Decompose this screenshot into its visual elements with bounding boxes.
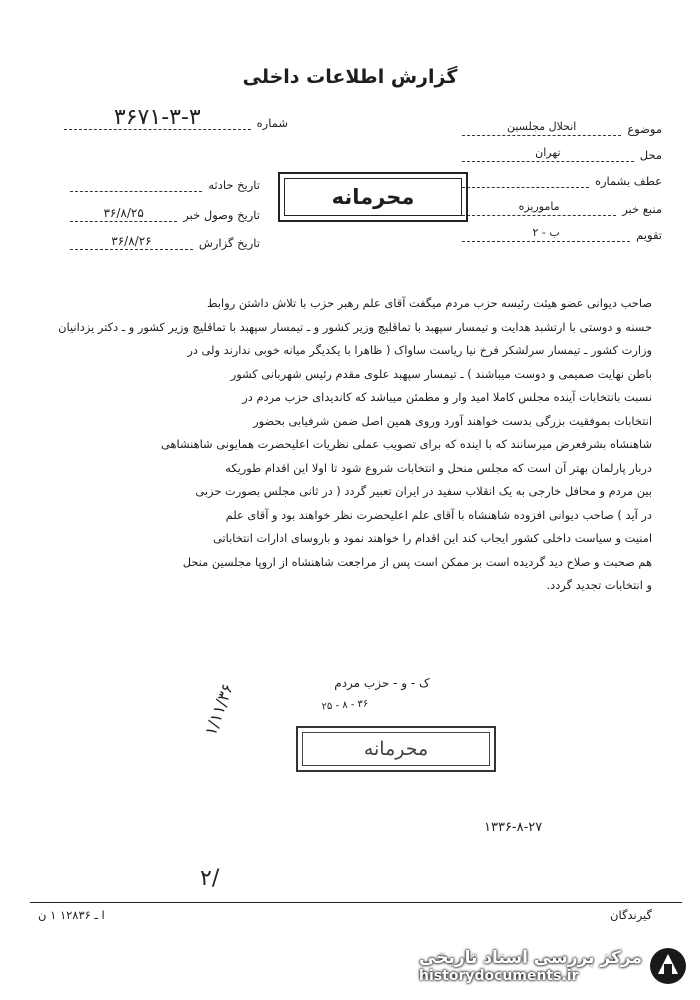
form-code: ا ـ ۱۲۸۳۶ ۱ ن: [38, 908, 105, 922]
body-line: بین مردم و محافل خارجی به یک انقلاب سفید در ایران تعبیر گردد ( در ثانی مجلس بصورت حزبی: [195, 484, 652, 498]
confidential-stamp: [278, 172, 468, 222]
field-reference-label: عطف بشماره: [594, 174, 662, 188]
field-source-label: منبع خبر: [622, 202, 662, 216]
field-subject: [462, 116, 662, 136]
field-location: [462, 142, 662, 162]
field-report-date: [70, 230, 260, 250]
field-subject-value: انحلال مجلسین: [462, 119, 621, 136]
bottom-date: ۱۳۳۶-۸-۲۷: [484, 820, 543, 835]
footer-divider: [30, 902, 682, 903]
archive-logo-icon: [648, 946, 688, 986]
field-location-value: تهران: [462, 145, 634, 162]
body-line: در آید ) صاحب دیوانی افزوده شاهنشاه با آقای علم اعلیحضرت نظر خواهند بود و آقای علم: [225, 507, 652, 522]
report-number: [64, 104, 288, 130]
body-line: وزارت کشور ـ تیمسار سرلشکر فرخ نیا ریاست ساواک ( ظاهرا با یکدیگر میانه خوبی ندارند ولی در: [187, 343, 652, 357]
field-received-date-value: ۳۶/۸/۲۵: [70, 205, 177, 222]
field-incident-date-label: تاریخ حادثه: [208, 178, 260, 192]
field-location-label: محل: [639, 148, 662, 162]
signature-line: ک - و - حزب مردم: [334, 676, 430, 690]
watermark-url: historydocuments.ir: [419, 968, 579, 984]
field-source: [462, 196, 662, 216]
body-line: انتخابات بموفقیت بزرگی بدست خواهند آورد وروی همین اصل ضمن شرفیابی بحضور: [253, 413, 652, 428]
body-line: هم صحبت و صلاح دید گردیده است بر ممکن است پس از مراجعت شاهنشاه از اروپا مجلسین منحل: [182, 554, 652, 569]
watermark-text: [419, 948, 642, 984]
document-title: گزارش اطلاعات داخلی: [242, 66, 458, 88]
report-number-value: ۳۶۷۱-۳-۳: [64, 107, 251, 130]
watermark: [404, 938, 688, 994]
report-body: [52, 292, 652, 598]
confidential-stamp-bottom: [296, 726, 496, 772]
watermark-name: مرکز بررسی اسناد تاریخی: [419, 948, 642, 968]
field-received-date-label: تاریخ وصول خبر: [183, 208, 260, 222]
field-reference: [462, 168, 662, 188]
margin-note: ۱/۱۱/۳۶: [200, 680, 237, 739]
field-rating-label: تقویم: [636, 228, 662, 242]
body-line: باطن نهایت صمیمی و دوست میباشند ) ـ تیمسار سپهبد علوی مقدم رئیس شهربانی کشور: [230, 366, 652, 381]
field-source-value: ماموریزه: [462, 199, 616, 216]
field-report-date-label: تاریخ گزارش: [198, 236, 260, 250]
report-number-label: شماره: [256, 116, 288, 130]
field-received-date: [70, 202, 260, 222]
handwritten-mark: ۲/: [200, 866, 220, 891]
stamp-inner-border: [284, 178, 462, 216]
body-line: حسنه و دوستی با ارتشبد هدایت و تیمسار سپهبد با تماقلیچ وزیر کشور و ـ تیمسار سپهبد با تماقلیچ وزیر کشور و ـ دکتر یزدانیان: [58, 319, 652, 334]
field-rating-value: ب - ۲: [462, 225, 630, 242]
field-subject-label: موضوع: [627, 122, 662, 136]
body-line: و انتخابات تجدید گردد.: [546, 578, 652, 592]
body-line: نسبت بانتخابات آینده مجلس کاملا امید وار و مطمئن میباشد که کاندیدای حزب مردم در: [242, 390, 652, 404]
receivers-label: گیرندگان: [610, 908, 652, 922]
field-incident-date: [70, 172, 260, 192]
confidential-stamp-text: محرمانه: [331, 185, 415, 209]
field-incident-date-value: [70, 175, 202, 192]
body-line: امنیت و سیاست داخلی کشور ایجاب کند این اقدام را خواهند نمود و باروسای ادارات انتخاباتی: [212, 531, 652, 545]
body-line: صاحب دیوانی عضو هیئت رئیسه حزب مردم میگفت آقای علم رهبر حزب با تلاش داشتن روابط: [207, 296, 652, 310]
signature-sub: ۳۶ - ۸ - ۲۵: [321, 698, 369, 713]
field-reference-value: [462, 171, 589, 188]
stamp-bottom-inner-border: [302, 732, 490, 766]
confidential-stamp-bottom-text: محرمانه: [363, 738, 429, 760]
field-report-date-value: ۳۶/۸/۲۶: [70, 233, 193, 250]
field-rating: [462, 222, 662, 242]
body-line: شاهنشاه بشرفعرض میرسانند که با اینده که برای تصویب عملی نظریات اعلیحضرت همایونی شاهنشاهی: [161, 437, 652, 451]
body-line: دربار پارلمان بهتر آن است که مجلس منحل و انتخابات شروع شود تا اولا این اقدام طوریکه: [225, 460, 652, 475]
